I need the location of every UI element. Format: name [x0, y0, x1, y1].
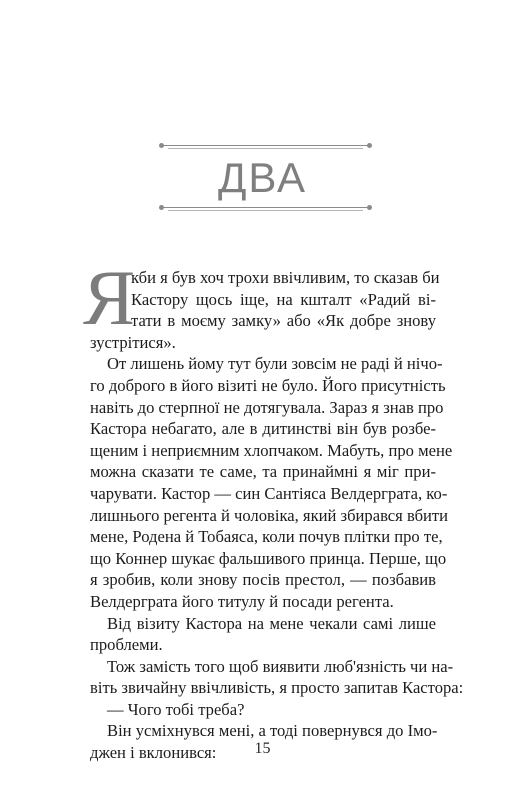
text-line: От лишень йому тут були зовсім не раді й нічо- [107, 354, 443, 374]
text-line: зустрітися». [90, 332, 176, 352]
text-line: мене, Родена й Тобаяса, коли почув плітки про те, [90, 527, 443, 547]
text-line: віть звичайну ввічливість, я просто запитав Кастора: [90, 678, 464, 698]
text-line: щеним і неприємним хлопчаком. Мабуть, про мене [90, 440, 453, 460]
text-line: навіть до стерпної не дотягувала. Зараз я знав про [90, 397, 444, 417]
text-line: — Чого тобі треба? [107, 699, 245, 719]
page-number: 15 [254, 740, 271, 757]
chapter-ornament-rule-bottom [162, 207, 369, 208]
body-text [90, 267, 464, 764]
text-line: Від візиту Кастора на мене чекали самі лише [107, 613, 436, 633]
chapter-ornament-rule-top-inner [168, 148, 363, 149]
text-line: го доброго в його візиті не було. Його присутність [90, 375, 446, 395]
chapter-ornament-rule-top [162, 145, 369, 146]
text-line: кби я був хоч трохи ввічливим, то сказав би [131, 268, 440, 287]
text-line: Велдерграта його титулу й посади регента. [90, 591, 394, 611]
text-line: Він усміхнувся мені, а тоді повернувся до Імо- [107, 721, 438, 741]
drop-cap: Я [83, 254, 136, 341]
text-line: лишнього регента й чоловіка, який збирався вбити [90, 505, 449, 525]
chapter-title: ДВА [217, 154, 308, 201]
text-line: Тож замість того щоб виявити люб'язність чи на- [107, 656, 454, 676]
text-line: Кастору щось іще, на кшталт «Радий ві- [131, 289, 436, 309]
text-line: що Коннер шукає фальшивого принца. Перше, що [90, 548, 447, 568]
text-line: можна сказати те саме, та принаймні я міг при- [90, 462, 436, 482]
text-line: проблеми. [90, 635, 163, 655]
text-line: чарувати. Кастор — син Сантіяса Велдерграта, ко- [90, 483, 448, 503]
text-line: тати в моєму замку» або «Як добре знову [131, 311, 436, 331]
text-line: я зробив, коли знову посів престол, — позбавив [90, 570, 436, 590]
chapter-ornament-rule-bottom-inner [168, 210, 363, 211]
text-line: Кастора небагато, але в дитинстві він був розбе- [90, 419, 436, 439]
text-line: джен і вклонився: [90, 743, 217, 763]
